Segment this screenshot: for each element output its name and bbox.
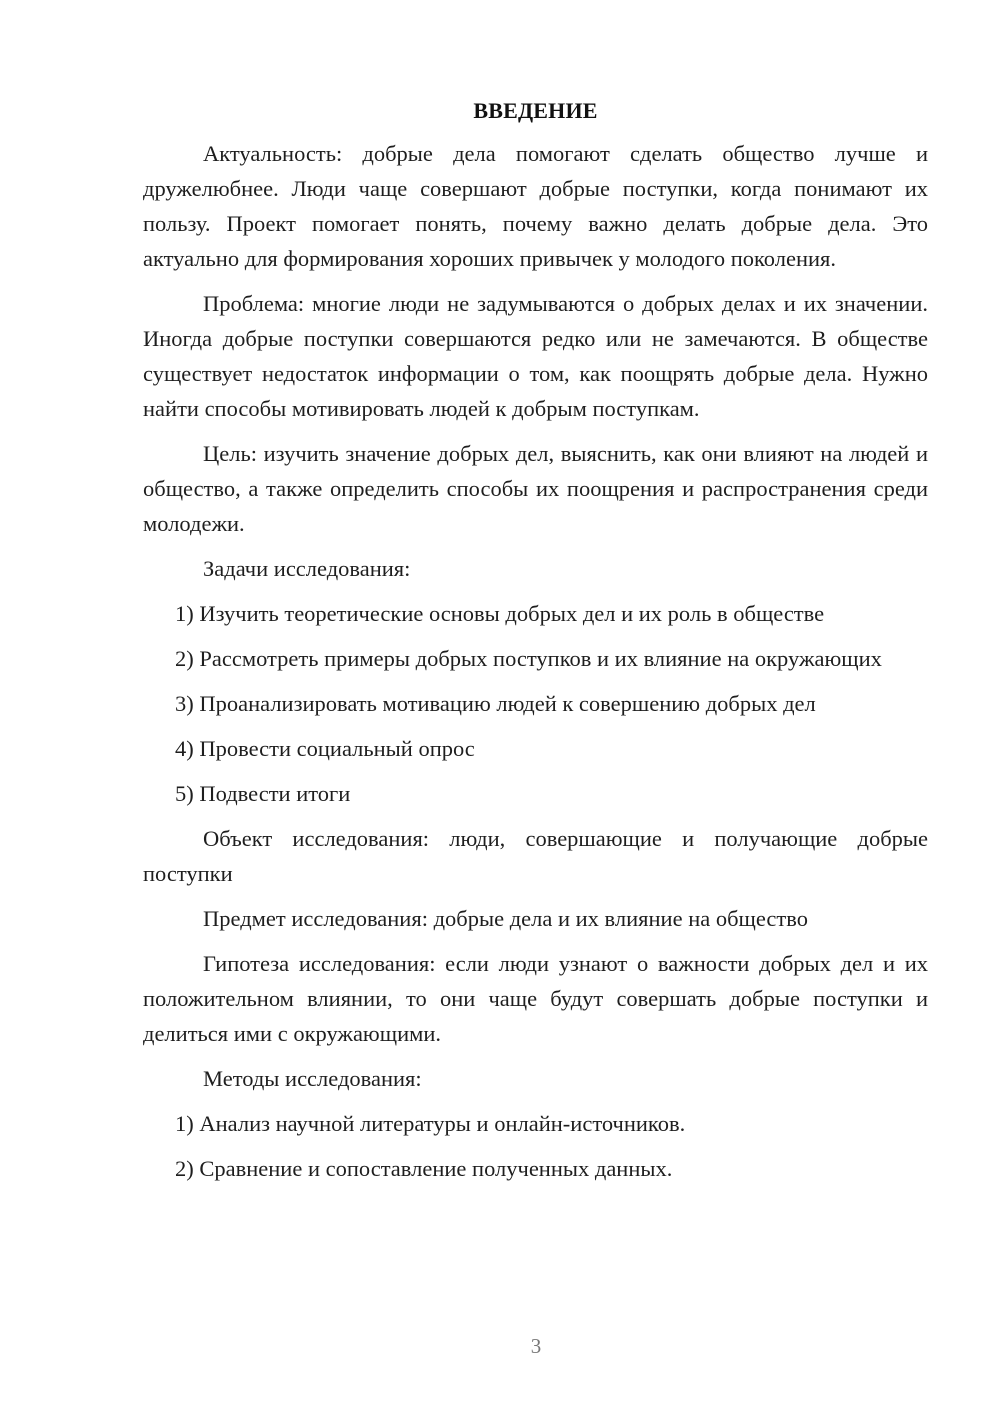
- task-item-2: 2) Рассмотреть примеры добрых поступков и их влияние на окружающих: [175, 646, 882, 671]
- problem-paragraph: Проблема: многие люди не задумываются о добрых делах и их значении. Иногда добрые поступки совершаются редко или не замечаются. В обществе существует недостаток информации о том, как поощрять добрые дела. Нужно найти способы мотивировать людей к добрым поступкам.: [143, 291, 928, 421]
- section-title: ВВЕДЕНИЕ: [473, 98, 598, 123]
- relevance-paragraph: Актуальность: добрые дела помогают сделать общество лучше и дружелюбнее. Люди чаще совершают добрые поступки, когда понимают их пользу. Проект помогает понять, почему важно делать добрые дела. Это актуально для формирования хороших привычек у молодого поколения.: [143, 141, 928, 271]
- method-item-2: 2) Сравнение и сопоставление полученных данных.: [175, 1156, 673, 1181]
- subject-paragraph: Предмет исследования: добрые дела и их влияние на общество: [203, 906, 808, 931]
- task-item-4: 4) Провести социальный опрос: [175, 736, 475, 761]
- page-number: 3: [530, 1334, 542, 1358]
- hypothesis-paragraph: Гипотеза исследования: если люди узнают о важности добрых дел и их положительном влиянии, то они чаще будут совершать добрые поступки и делиться ими с окружающими.: [143, 951, 928, 1046]
- method-item-1: 1) Анализ научной литературы и онлайн-источников.: [175, 1111, 686, 1136]
- document-page: [143, 96, 928, 1196]
- object-paragraph: Объект исследования: люди, совершающие и получающие добрые поступки: [143, 826, 928, 886]
- task-item-5: 5) Подвести итоги: [175, 781, 351, 806]
- tasks-heading: Задачи исследования:: [203, 556, 411, 581]
- goal-paragraph: Цель: изучить значение добрых дел, выяснить, как они влияют на людей и общество, а также определить способы их поощрения и распространения среди молодежи.: [143, 441, 928, 536]
- methods-heading: Методы исследования:: [203, 1066, 422, 1091]
- task-item-3: 3) Проанализировать мотивацию людей к совершению добрых дел: [175, 691, 816, 716]
- task-item-1: 1) Изучить теоретические основы добрых дел и их роль в обществе: [175, 601, 825, 626]
